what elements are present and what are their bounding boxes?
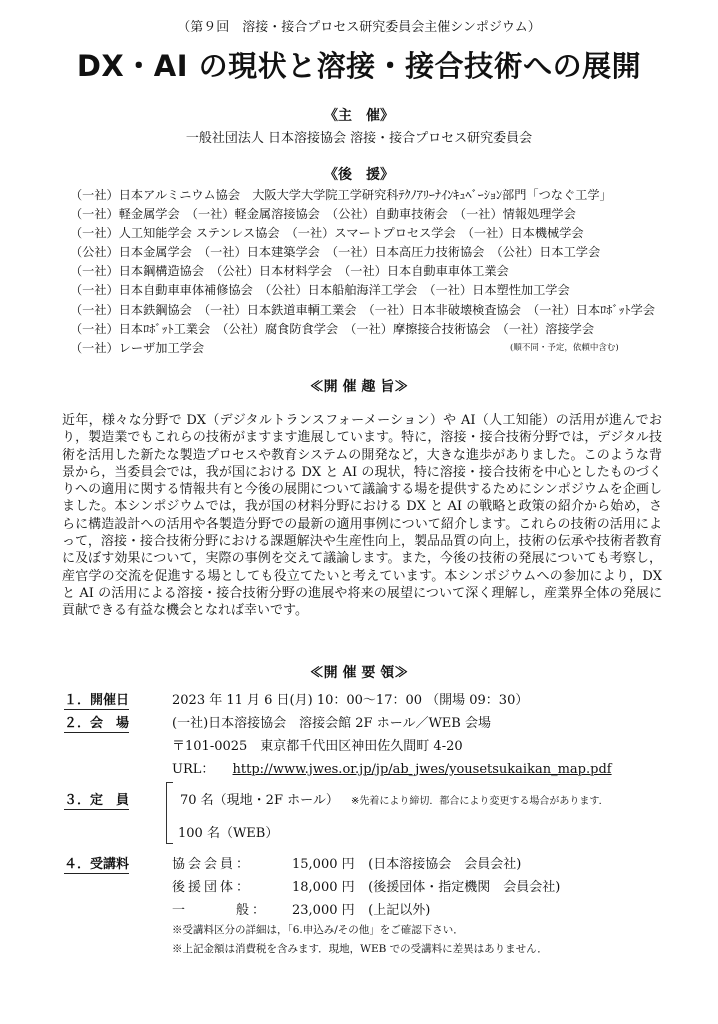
- organizer-heading: 《主 催》: [324, 108, 394, 124]
- supporter-line: （一社）日本自動車車体補修協会 （公社）日本船舶海洋工学会 （一社）日本塑性加工学会: [70, 283, 570, 298]
- fee-price: 18,000 円: [292, 880, 355, 895]
- url-label: URL：: [172, 762, 215, 777]
- supporter-line: （一社）日本鉄鋼協会 （一社）日本鉄道車輌工業会 （一社）日本非破壊検査協会 （一社）日本ﾛﾎﾞｯﾄ学会: [70, 302, 655, 317]
- document-title: DX・AI の現状と溶接・接合技術への展開: [76, 49, 642, 83]
- fee-row: [172, 899, 430, 918]
- organizer-name: 一般社団法人 日本溶接協会 溶接・接合プロセス研究委員会: [185, 131, 533, 146]
- capacity-onsite-note: ※先着により締切．都合により変更する場合があります．: [350, 796, 609, 807]
- date-label: １．開催日: [64, 693, 130, 708]
- fee-kind: 協会会員：: [172, 857, 253, 872]
- supporters-note: (順不同・予定，依頼中含む): [510, 343, 619, 353]
- venue-label: ２．会 場: [64, 716, 130, 731]
- venue-url-row: [172, 758, 612, 777]
- supporter-line: （一社）日本ﾛﾎﾞｯﾄ工業会 （公社）腐食防食学会 （一社）摩擦接合技術協会 （一社）溶接学会: [70, 321, 595, 336]
- supporters-list: [70, 186, 670, 358]
- date-value: 2023 年 11 月 6 日(月) 10：00～17：00 （開場 09：30）: [172, 693, 529, 708]
- fee-note: (後援団体・指定機関 会員会社): [368, 880, 561, 895]
- purpose-heading: ≪開 催 趣 旨≫: [309, 379, 409, 395]
- fee-note-1: ※受講料区分の詳細は，「6.申込み/その他」をご確認下さい．: [172, 924, 464, 936]
- fee-price: 23,000 円: [292, 903, 355, 918]
- fee-note: (日本溶接協会 会員会社): [368, 857, 522, 872]
- capacity-web: 100 名（WEB）: [178, 826, 279, 841]
- fee-price: 15,000 円: [292, 857, 355, 872]
- capacity-onsite-row: [180, 789, 609, 808]
- supporter-line: （一社）日本アルミニウム協会 大阪大学大学院工学研究科ﾃｸﾉｱﾘｰﾅｲﾝｷｭﾍﾞｰｼｮﾝ部門「つなぐ工学」: [70, 188, 612, 202]
- venue-name: (一社)日本溶接協会 溶接会館 2F ホール／WEB 会場: [172, 716, 491, 731]
- supporter-line: （一社）人工知能学会 ステンレス協会 （一社）スマートプロセス学会 （一社）日本機械学会: [70, 226, 584, 241]
- fee-note: (上記以外): [368, 903, 431, 918]
- fee-kind: 一 般：: [172, 903, 269, 918]
- venue-address: 〒101-0025 東京都千代田区神田佐久間町 4-20: [172, 739, 463, 754]
- event-subtitle: （第９回 溶接・接合プロセス研究委員会主催シンポジウム）: [177, 20, 541, 35]
- fee-kind: 後援団体：: [172, 880, 253, 895]
- capacity-bracket: [166, 782, 173, 844]
- purpose-text: 近年，様々な分野で DX（デジタルトランスフォーメーション）や AI（人工知能）の活用が進んでおり，製造業でもこれらの技術がますます進展しています。特に，溶接・接合技術分野では，デジタル技術を活用した新たな製造プロセスや教育システムの開発など，大きな進歩がありました。このような背景から，当委員会では，我が国における DX と AI の現状，特に溶接・接合技術を中心としたものづくりへの適用に関する情報共有と今後の展開について議論する場を提供するためにシンポジウムを企画しました。本シンポジウムでは，我が国の材料分野における DX と AI の戦略と政策の紹介から始め，さらに構造設計への活用や各製造分野での最新の適用事例について紹介します。これらの技術の活用によって，溶接・接合技術分野における課題解決や生産性向上，製品品質の向上，技術の伝承や技術者教育に及ぼす効果について，実際の事例を交えて議論します。また，今後の技術の発展についても考察し，産官学の交流を促進する場としても役立てたいと考えています。本シンポジウムへの参加により，DX と AI の活用による溶接・接合技術分野の進展や将来の展望について深く理解し，産業界全体の発展に貢献できる有益な機会となれば幸いです。: [62, 413, 662, 619]
- supporter-line: （一社）レーザ加工学会: [70, 340, 205, 355]
- fee-row: [172, 876, 560, 895]
- supporters-heading: 《後 援》: [324, 167, 394, 183]
- venue-map-link[interactable]: http://www.jwes.or.jp/jp/ab_jwes/yousetsukaikan_map.pdf: [232, 762, 612, 777]
- fee-note-2: ※上記金額は消費税を含みます．現地，WEB での受講料に差異はありません．: [172, 943, 548, 955]
- fee-row: [172, 853, 521, 872]
- supporter-line: （公社）日本金属学会 （一社）日本建築学会 （一社）日本高圧力技術協会 （公社）日本工学会: [70, 245, 601, 260]
- supporter-line: （一社）軽金属学会 （一社）軽金属溶接協会 （公社）自動車技術会 （一社）情報処理学会: [70, 207, 576, 222]
- supporter-line: （一社）日本鋼構造協会 （公社）日本材料学会 （一社）日本自動車車体工業会: [70, 264, 509, 279]
- capacity-label: ３．定 員: [64, 793, 130, 808]
- outline-heading: ≪開 催 要 領≫: [309, 665, 409, 681]
- capacity-onsite: 70 名（現地・2F ホール）: [180, 793, 339, 808]
- fee-label: ４．受講料: [64, 857, 130, 872]
